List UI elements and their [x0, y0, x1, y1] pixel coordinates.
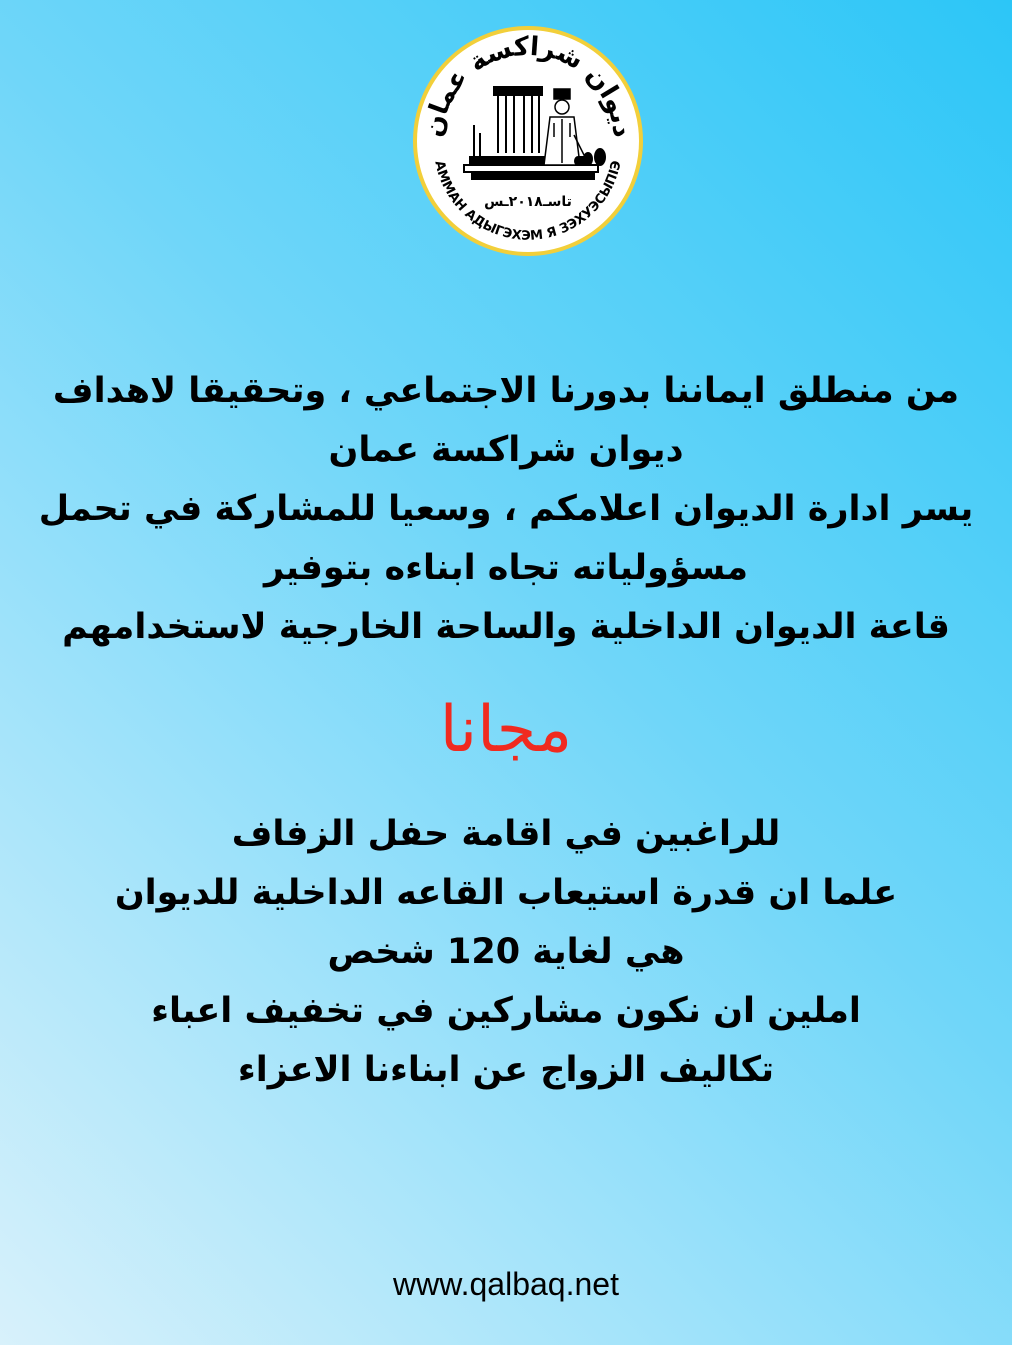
intro-paragraph: [0, 362, 1012, 657]
logo-ring: [415, 28, 641, 254]
intro-line: قاعة الديوان الداخلية والساحة الخارجية لاستخدامهم: [62, 607, 950, 647]
details-line: تكاليف الزواج عن ابناءنا الاعزاء: [237, 1050, 775, 1090]
diwan-logo: [412, 25, 644, 257]
logo-arabic-name: ديوان شراكسة عمان: [418, 31, 638, 140]
intro-line: من منطلق ايماننا بدورنا الاجتماعي ، وتحقيقا لاهداف: [52, 371, 960, 411]
details-line: هي لغاية 120 شخص: [327, 932, 685, 972]
logo-year: تاسـ٢٠١٨ـس: [484, 194, 572, 210]
details-line: علما ان قدرة استيعاب القاعه الداخلية للديوان: [114, 873, 898, 913]
details-paragraph: [0, 805, 1012, 1100]
intro-line: مسؤولياته تجاه ابناءه بتوفير: [263, 548, 749, 588]
intro-line: ديوان شراكسة عمان: [328, 430, 684, 470]
details-line: للراغبين في اقامة حفل الزفاف: [231, 814, 781, 854]
details-line: املين ان نكون مشاركين في تخفيف اعباء: [151, 991, 861, 1031]
intro-line: يسر ادارة الديوان اعلامكم ، وسعيا للمشاركة في تحمل: [38, 489, 974, 529]
logo-circassian-name: АММАН АДЫГЭХЭМ Я ЗЭХУЭСЫПІЭ: [431, 159, 625, 244]
website-url: www.qalbaq.net: [393, 1266, 619, 1302]
free-of-charge-heading: مجانا: [439, 693, 573, 767]
